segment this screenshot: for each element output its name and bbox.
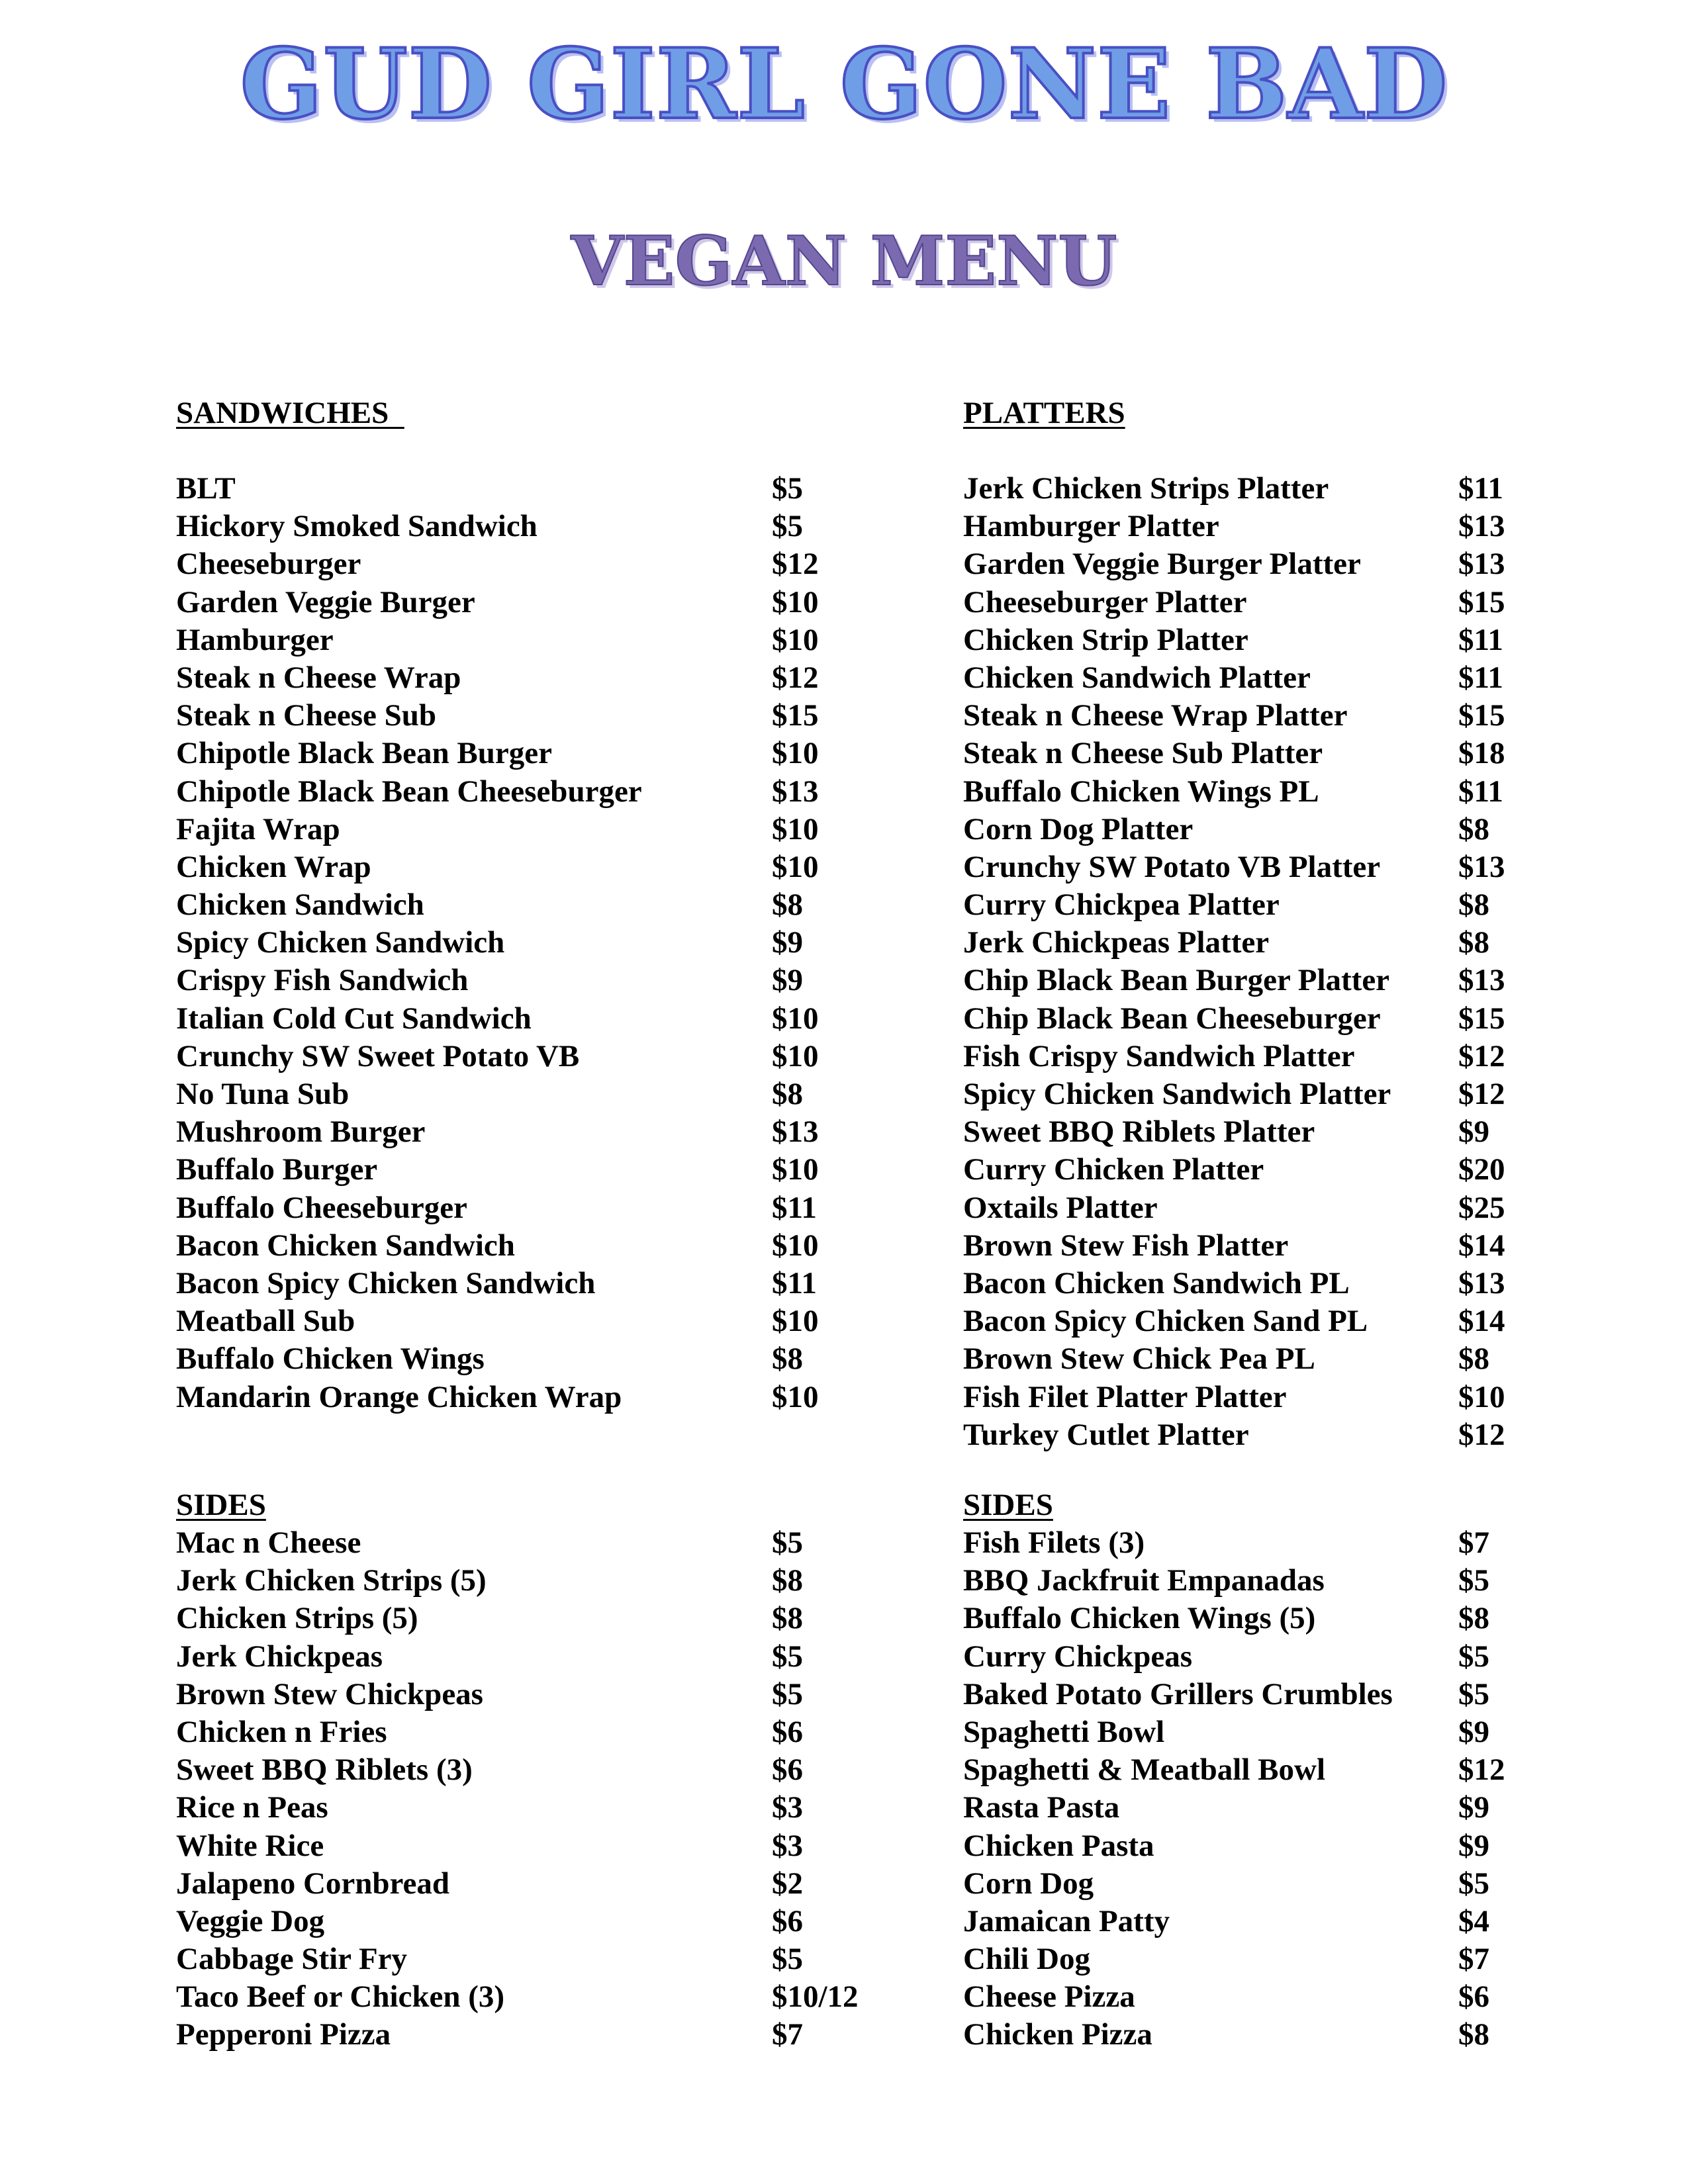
menu-item-name: Chicken Pizza [963,2017,1152,2052]
menu-item-price: $7 [1458,1525,1489,1560]
menu-item-name: Oxtails Platter [963,1190,1158,1225]
menu-item-name: Steak n Cheese Sub Platter [963,736,1323,771]
menu-item [176,773,891,811]
menu-item-price: $10 [772,622,819,657]
platters-heading: PLATTERS [963,396,1125,430]
menu-item-name: Spicy Chicken Sandwich Platter [963,1077,1391,1111]
menu-item [176,1600,891,1637]
menu-item [963,1151,1678,1189]
menu-item-price: $14 [1458,1228,1505,1263]
menu-item-price: $11 [1458,660,1503,695]
menu-item-name: Chip Black Bean Cheeseburger [963,1001,1381,1036]
menu-item [176,1789,891,1827]
menu-item [963,2016,1678,2054]
menu-item-name: Curry Chickpeas [963,1639,1192,1674]
menu-item-price: $11 [1458,471,1503,506]
menu-item-name: Bacon Chicken Sandwich PL [963,1265,1350,1300]
menu-item-price: $15 [1458,584,1505,619]
menu-item [963,659,1678,697]
menu-item [176,1038,891,1075]
sandwiches-list [176,470,891,1416]
menu-item [963,1000,1678,1038]
menu-item [963,584,1678,621]
menu-item [176,1379,891,1416]
menu-item [176,962,891,999]
menu-item [963,811,1678,848]
menu-item-name: Brown Stew Fish Platter [963,1228,1289,1263]
menu-item [963,848,1678,886]
menu-item-name: Buffalo Chicken Wings [176,1342,485,1377]
menu-item [176,811,891,848]
menu-item-name: Cheeseburger [176,547,361,582]
menu-item-name: Chicken Strip Platter [963,622,1248,657]
menu-item-name: Fajita Wrap [176,811,340,846]
menu-item-name: Cheese Pizza [963,1979,1135,2015]
menu-item-price: $12 [1458,1417,1505,1452]
menu-item-name: Chicken Strips (5) [176,1601,418,1636]
menu-item-price: $20 [1458,1152,1505,1187]
menu-item-price: $9 [772,925,803,960]
sides-right-list [963,1524,1678,2054]
menu-item [176,886,891,924]
menu-item-name: Italian Cold Cut Sandwich [176,1001,532,1036]
menu-item [963,1676,1678,1713]
menu-item-name: Steak n Cheese Wrap Platter [963,698,1348,733]
menu-item-name: Bacon Spicy Chicken Sandwich [176,1265,596,1300]
menu-item [963,1978,1678,2016]
menu-item-price: $12 [772,660,819,695]
menu-item [176,1189,891,1227]
menu-item-price: $8 [772,1563,803,1598]
menu-item-name: Cheeseburger Platter [963,584,1247,619]
menu-item [176,1113,891,1151]
menu-item-price: $12 [772,547,819,582]
menu-item-price: $15 [1458,698,1505,733]
menu-item-name: Jerk Chickpeas [176,1639,383,1674]
menu-item-name: Spaghetti Bowl [963,1714,1165,1749]
menu-item-price: $13 [1458,849,1505,884]
menu-item-price: $9 [772,963,803,998]
menu-item-name: BLT [176,471,236,506]
menu-item-price: $6 [772,1903,803,1938]
menu-item-price: $9 [1458,1790,1489,1825]
menu-item-name: Fish Filet Platter Platter [963,1379,1287,1414]
menu-item-name: Spaghetti & Meatball Bowl [963,1752,1326,1788]
menu-item-price: $5 [772,1942,803,1977]
menu-item-price: $15 [1458,1001,1505,1036]
menu-item-price: $10/12 [772,1979,859,2015]
menu-item-price: $10 [772,1304,819,1339]
menu-item [176,924,891,962]
sandwiches-heading: SANDWICHES [176,396,404,430]
menu-item-price: $5 [1458,1676,1489,1711]
menu-item-price: $8 [772,1077,803,1111]
menu-item-name: Crunchy SW Sweet Potato VB [176,1038,580,1073]
menu-item-price: $8 [1458,925,1489,960]
menu-item-price: $8 [1458,1601,1489,1636]
menu-item [176,1524,891,1562]
menu-item-price: $13 [1458,1265,1505,1300]
menu-item [963,1865,1678,1903]
menu-item [176,1940,891,1978]
menu-item-name: Curry Chickpea Platter [963,887,1280,923]
menu-item [963,962,1678,999]
menu-item-name: Buffalo Burger [176,1152,378,1187]
menu-item-name: Sweet BBQ Riblets (3) [176,1752,473,1788]
menu-item-name: Fish Filets (3) [963,1525,1145,1560]
menu-item-name: Baked Potato Grillers Crumbles [963,1676,1393,1711]
menu-item [963,621,1678,659]
menu-item-name: Jerk Chicken Strips Platter [963,471,1329,506]
menu-item [963,886,1678,924]
menu-item-price: $8 [772,1342,803,1377]
menu-item-price: $11 [1458,622,1503,657]
menu-item [963,1940,1678,1978]
menu-item-name: Pepperoni Pizza [176,2017,391,2052]
menu-item-name: Fish Crispy Sandwich Platter [963,1038,1355,1073]
menu-item-name: Taco Beef or Chicken (3) [176,1979,505,2015]
menu-item-price: $8 [772,887,803,923]
menu-item-name: Garden Veggie Burger [176,584,475,619]
menu-item-price: $13 [1458,509,1505,544]
menu-item-name: Chip Black Bean Burger Platter [963,963,1390,998]
menu-item-price: $13 [1458,547,1505,582]
menu-item-price: $8 [1458,887,1489,923]
menu-item-name: White Rice [176,1828,324,1863]
menu-item [963,1827,1678,1865]
menu-item-price: $13 [772,1115,819,1150]
menu-item [176,584,891,621]
menu-item [176,621,891,659]
menu-item-name: Garden Veggie Burger Platter [963,547,1361,582]
menu-item [176,1075,891,1113]
menu-item-name: Turkey Cutlet Platter [963,1417,1249,1452]
menu-item-price: $5 [772,509,803,544]
menu-item [176,1265,891,1302]
menu-item [176,508,891,545]
menu-item-price: $15 [772,698,819,733]
menu-item-name: Spicy Chicken Sandwich [176,925,505,960]
menu-item [176,2016,891,2054]
platters-list [963,470,1678,1454]
menu-item-price: $6 [772,1752,803,1788]
menu-item-price: $18 [1458,736,1505,771]
menu-item-name: Mac n Cheese [176,1525,361,1560]
menu-item-price: $8 [772,1601,803,1636]
menu-item-price: $13 [772,774,819,809]
menu-item-name: Cabbage Stir Fry [176,1942,408,1977]
menu-item-price: $5 [772,1639,803,1674]
menu-item [176,697,891,735]
menu-item-price: $5 [1458,1639,1489,1674]
menu-item-name: Buffalo Cheeseburger [176,1190,467,1225]
menu-item-price: $10 [772,1001,819,1036]
menu-item-price: $2 [772,1866,803,1901]
menu-item-name: Hamburger [176,622,334,657]
menu-item-name: Chipotle Black Bean Burger [176,736,552,771]
menu-item-price: $3 [772,1790,803,1825]
menu-item [176,1000,891,1038]
menu-item-price: $3 [772,1828,803,1863]
sides-right-section [963,1486,1678,2054]
menu-item-name: Chicken Wrap [176,849,371,884]
menu-item-name: Steak n Cheese Wrap [176,660,461,695]
menu-item [963,697,1678,735]
menu-item-name: Crispy Fish Sandwich [176,963,469,998]
menu-item-price: $12 [1458,1077,1505,1111]
menu-item-name: Jalapeno Cornbread [176,1866,450,1901]
menu-item [963,545,1678,583]
menu-item [963,1227,1678,1265]
menu-item-name: Brown Stew Chickpeas [176,1676,483,1711]
sides-left-heading: SIDES [176,1488,266,1522]
menu-item-price: $9 [1458,1714,1489,1749]
menu-item-name: BBQ Jackfruit Empanadas [963,1563,1325,1598]
menu-item [176,1340,891,1378]
menu-item [176,735,891,772]
menu-item [963,1638,1678,1676]
menu-item [176,1978,891,2016]
menu-item [963,735,1678,772]
menu-item [176,1562,891,1600]
menu-item-price: $8 [1458,811,1489,846]
menu-item [176,1751,891,1789]
menu-item-name: Bacon Spicy Chicken Sand PL [963,1304,1368,1339]
menu-item [963,1113,1678,1151]
menu-item-price: $10 [1458,1379,1505,1414]
menu-item-name: Steak n Cheese Sub [176,698,437,733]
menu-item-name: Jerk Chickpeas Platter [963,925,1270,960]
menu-item [963,1562,1678,1600]
menu-item-name: Chicken Pasta [963,1828,1154,1863]
menu-item-price: $10 [772,736,819,771]
menu-item-price: $6 [772,1714,803,1749]
menu-item-price: $6 [1458,1979,1489,2015]
menu-item-name: Brown Stew Chick Pea PL [963,1342,1315,1377]
menu-item [963,1600,1678,1637]
menu-item-price: $9 [1458,1828,1489,1863]
menu-item-price: $13 [1458,963,1505,998]
sides-left-section [176,1486,891,2054]
menu-item [176,1827,891,1865]
menu-item [176,1638,891,1676]
menu-item-price: $7 [1458,1942,1489,1977]
menu-item-name: Meatball Sub [176,1304,355,1339]
menu-item-name: Crunchy SW Potato VB Platter [963,849,1381,884]
menu-item [963,1038,1678,1075]
menu-item-price: $11 [772,1190,817,1225]
menu-item-price: $10 [772,584,819,619]
menu-item-name: Jamaican Patty [963,1903,1170,1938]
menu-item [176,1151,891,1189]
restaurant-name: GUD GIRL GONE BAD [240,28,1448,141]
menu-item-price: $8 [1458,2017,1489,2052]
menu-item-price: $7 [772,2017,803,2052]
menu-item-name: Mandarin Orange Chicken Wrap [176,1379,622,1414]
menu-item-price: $10 [772,849,819,884]
sides-right-heading: SIDES [963,1488,1053,1522]
menu-item [176,848,891,886]
sandwiches-section [176,394,891,1416]
menu-item [176,545,891,583]
menu-item-name: Chili Dog [963,1942,1090,1977]
menu-item-name: Buffalo Chicken Wings PL [963,774,1319,809]
menu-item-name: Mushroom Burger [176,1115,426,1150]
menu-item-price: $14 [1458,1304,1505,1339]
menu-item-name: Buffalo Chicken Wings (5) [963,1601,1316,1636]
menu-item [963,470,1678,508]
menu-item-price: $12 [1458,1038,1505,1073]
menu-item [963,1075,1678,1113]
menu-item-name: Hamburger Platter [963,509,1219,544]
menu-item [963,1903,1678,1940]
menu-item-name: Curry Chicken Platter [963,1152,1264,1187]
menu-item [963,1524,1678,1562]
menu-item [963,1751,1678,1789]
menu-item [176,470,891,508]
menu-item-name: Sweet BBQ Riblets Platter [963,1115,1315,1150]
menu-item-price: $5 [772,471,803,506]
menu-item [176,1903,891,1940]
menu-item [963,1340,1678,1378]
menu-item-name: Chipotle Black Bean Cheeseburger [176,774,642,809]
menu-item-price: $5 [1458,1866,1489,1901]
menu-item-price: $9 [1458,1115,1489,1150]
menu-item-price: $11 [772,1265,817,1300]
menu-item-name: Chicken Sandwich [176,887,424,923]
menu-item [963,1713,1678,1751]
menu-item [963,1189,1678,1227]
menu-item [176,1676,891,1713]
menu-item-name: Jerk Chicken Strips (5) [176,1563,487,1598]
menu-item-price: $4 [1458,1903,1489,1938]
menu-item-name: Veggie Dog [176,1903,325,1938]
menu-item [963,1265,1678,1302]
menu-title: VEGAN MENU [571,222,1117,301]
menu-item [963,1379,1678,1416]
menu-item-price: $5 [772,1525,803,1560]
menu-item [963,508,1678,545]
menu-item [963,773,1678,811]
menu-item-price: $10 [772,811,819,846]
menu-item-name: Corn Dog Platter [963,811,1194,846]
menu-item [963,1416,1678,1454]
menu-item-name: Rice n Peas [176,1790,328,1825]
menu-item [963,1789,1678,1827]
menu-item [176,1227,891,1265]
menu-item-price: $10 [772,1228,819,1263]
menu-item-price: $10 [772,1379,819,1414]
menu-item-price: $5 [772,1676,803,1711]
menu-item [176,659,891,697]
menu-item [176,1302,891,1340]
menu-item-name: Bacon Chicken Sandwich [176,1228,515,1263]
sides-left-list [176,1524,891,2054]
menu-item [176,1865,891,1903]
menu-item-name: Rasta Pasta [963,1790,1120,1825]
menu-item-price: $10 [772,1152,819,1187]
menu-item-name: Hickory Smoked Sandwich [176,509,538,544]
menu-item-price: $10 [772,1038,819,1073]
menu-item [963,1302,1678,1340]
menu-item-price: $8 [1458,1342,1489,1377]
menu-item-price: $11 [1458,774,1503,809]
menu-item-name: No Tuna Sub [176,1077,350,1111]
platters-section [963,394,1678,1454]
menu-item-price: $25 [1458,1190,1505,1225]
menu-item-name: Corn Dog [963,1866,1094,1901]
menu-item-name: Chicken Sandwich Platter [963,660,1311,695]
menu-item [176,1713,891,1751]
menu-item-name: Chicken n Fries [176,1714,387,1749]
menu-item [963,924,1678,962]
menu-item-price: $5 [1458,1563,1489,1598]
menu-item-price: $12 [1458,1752,1505,1788]
